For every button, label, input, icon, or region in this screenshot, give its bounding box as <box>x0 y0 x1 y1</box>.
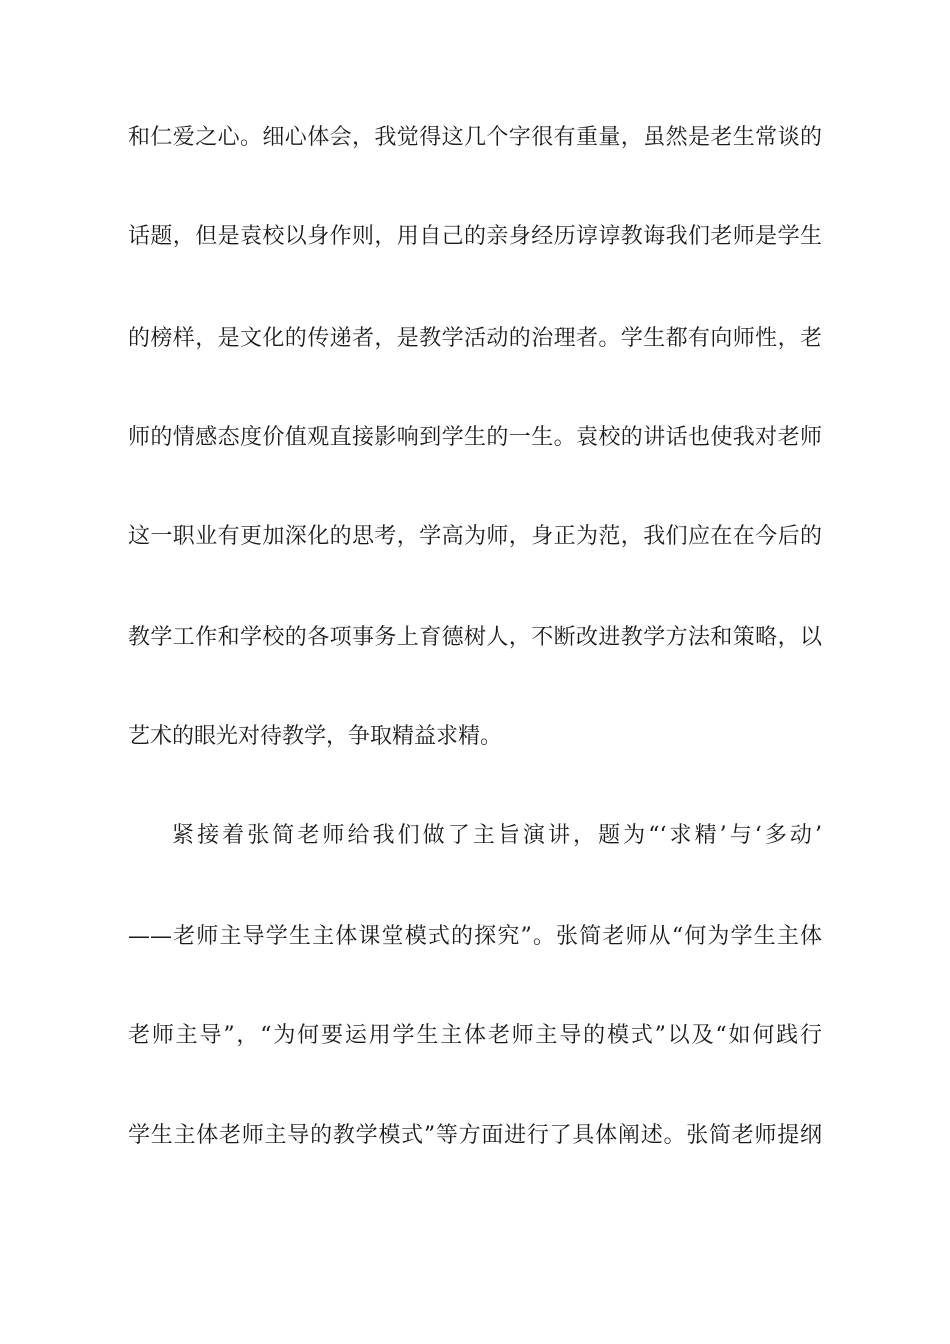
text-line-1: 和仁爱之心。细心体会，我觉得这几个字很有重量，虽然是老生常谈的 <box>128 125 822 150</box>
text-line-2: 话题，但是袁校以身作则，用自己的亲身经历谆谆教诲我们老师是学生 <box>128 224 822 249</box>
text-line-6: 教学工作和学校的各项事务上育德树人，不断改进教学方法和策略，以 <box>128 625 822 650</box>
text-line-10: 老师主导”，“为何要运用学生主体老师主导的模式”以及“如何践行 <box>128 1023 822 1048</box>
text-line-8-paragraph-start: 紧接着张简老师给我们做了主旨演讲，题为“‘求精’与‘多动’ <box>172 823 822 848</box>
text-line-3: 的榜样，是文化的传递者，是教学活动的治理者。学生都有向师性，老 <box>128 326 822 351</box>
text-line-5: 这一职业有更加深化的思考，学高为师，身正为范，我们应在在今后的 <box>128 524 822 549</box>
text-line-7-paragraph-end: 艺术的眼光对待教学，争取精益求精。 <box>128 724 503 749</box>
text-line-4: 师的情感态度价值观直接影响到学生的一生。袁校的讲话也使我对老师 <box>128 425 822 450</box>
text-line-9: ——老师主导学生主体课堂模式的探究”。张简老师从“何为学生主体 <box>128 924 822 949</box>
text-line-11: 学生主体老师主导的教学模式”等方面进行了具体阐述。张简老师提纲 <box>128 1123 822 1148</box>
